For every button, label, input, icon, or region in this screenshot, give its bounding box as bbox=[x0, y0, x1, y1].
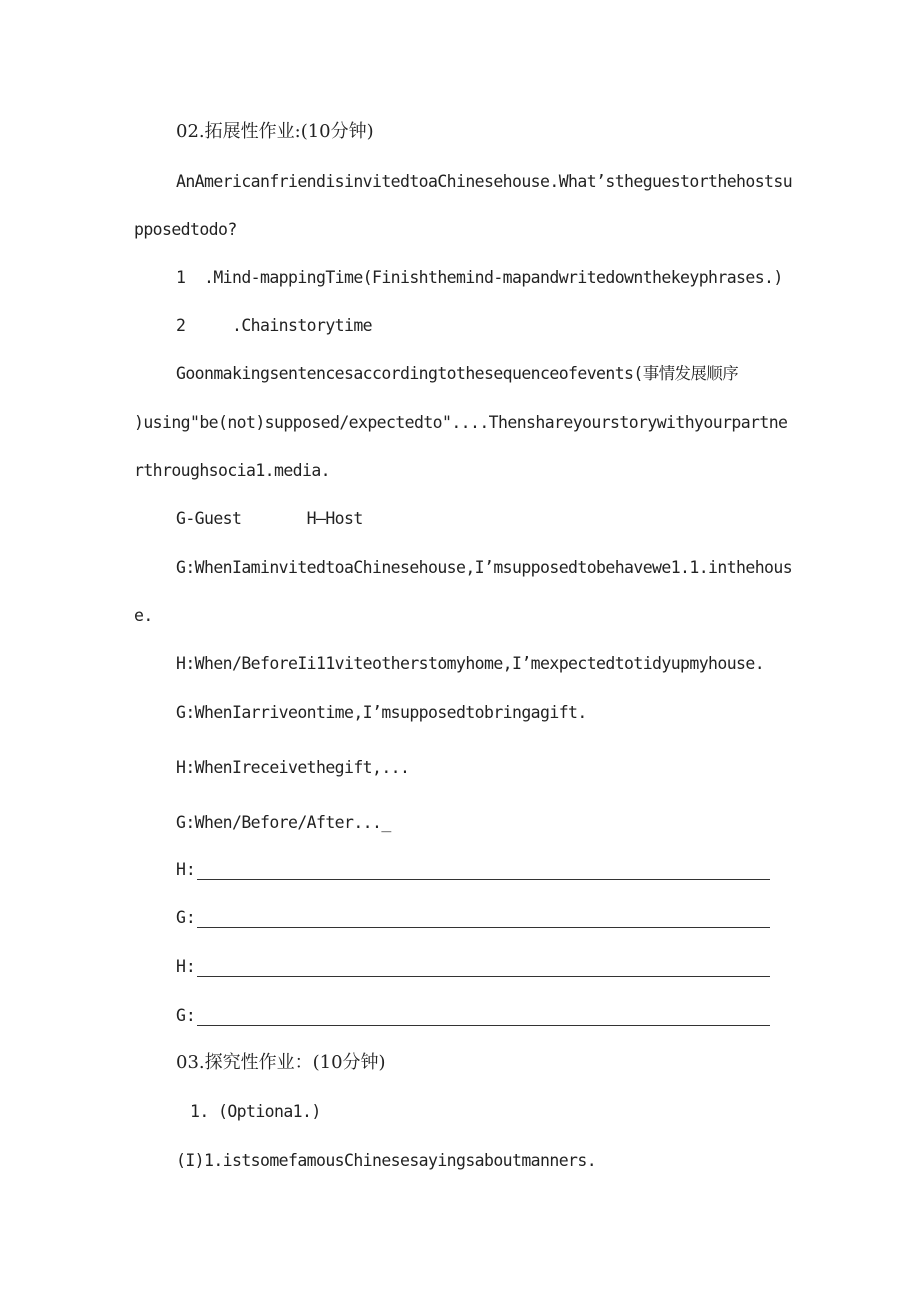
role-legend: G-Guest H—Host bbox=[176, 509, 363, 528]
section-3-item-2: (I)1.istsomefamousChinesesayingsaboutmanners. bbox=[176, 1151, 597, 1170]
task-1-text: 1 .Mind-mappingTime(Finishthemind-mapandwritedownthekeyphrases.) bbox=[176, 268, 783, 287]
task-2-text: 2 .Chainstorytime bbox=[176, 316, 373, 335]
blank-label: G: bbox=[176, 908, 196, 927]
dialogue-g1-line-1: G:WhenIaminvitedtoaChinesehouse,I’msupposedtobehavewe1.1.inthehous bbox=[176, 558, 793, 577]
dialogue-g1-line-2: e. bbox=[134, 606, 153, 625]
answer-blank-g2[interactable] bbox=[176, 1006, 770, 1028]
intro-line-1: AnAmericanfriendisinvitedtoaChinesehouse.What’stheguestorthehostsu bbox=[176, 172, 793, 191]
dialogue-g3: G:When/Before/After..._ bbox=[176, 813, 391, 832]
answer-blank-h2[interactable] bbox=[176, 957, 770, 979]
dialogue-h1: H:When/BeforeIi11viteotherstomyhome,I’mexpectedtotidyupmyhouse. bbox=[176, 654, 765, 673]
answer-line bbox=[197, 927, 770, 928]
answer-blank-g1[interactable] bbox=[176, 908, 770, 930]
section-3-heading: 03.探究性作业：(10分钟) bbox=[176, 1052, 386, 1073]
instruction-line-3: rthroughsocia1.media. bbox=[134, 461, 331, 480]
blank-label: G: bbox=[176, 1006, 196, 1025]
answer-line bbox=[197, 976, 770, 977]
instruction-line-2: )using"be(not)supposed/expectedto"....Thenshareyourstorywithyourpartne bbox=[134, 413, 788, 432]
instruction-line-1: Goonmakingsentencesaccordingtothesequenceofevents(事情发展顺序 bbox=[176, 364, 739, 383]
answer-line bbox=[197, 879, 770, 880]
answer-blank-h1[interactable] bbox=[176, 860, 770, 882]
dialogue-g2: G:WhenIarriveontime,I’msupposedtobringagift. bbox=[176, 703, 587, 722]
intro-line-2: pposedtodo? bbox=[134, 220, 237, 239]
section-2-heading: 02.拓展性作业:(10分钟) bbox=[176, 121, 374, 142]
section-3-item-1: 1. (Optiona1.) bbox=[190, 1102, 321, 1121]
blank-label: H: bbox=[176, 860, 196, 879]
dialogue-h2: H:WhenIreceivethegift,... bbox=[176, 758, 410, 777]
blank-label: H: bbox=[176, 957, 196, 976]
answer-line bbox=[197, 1025, 770, 1026]
